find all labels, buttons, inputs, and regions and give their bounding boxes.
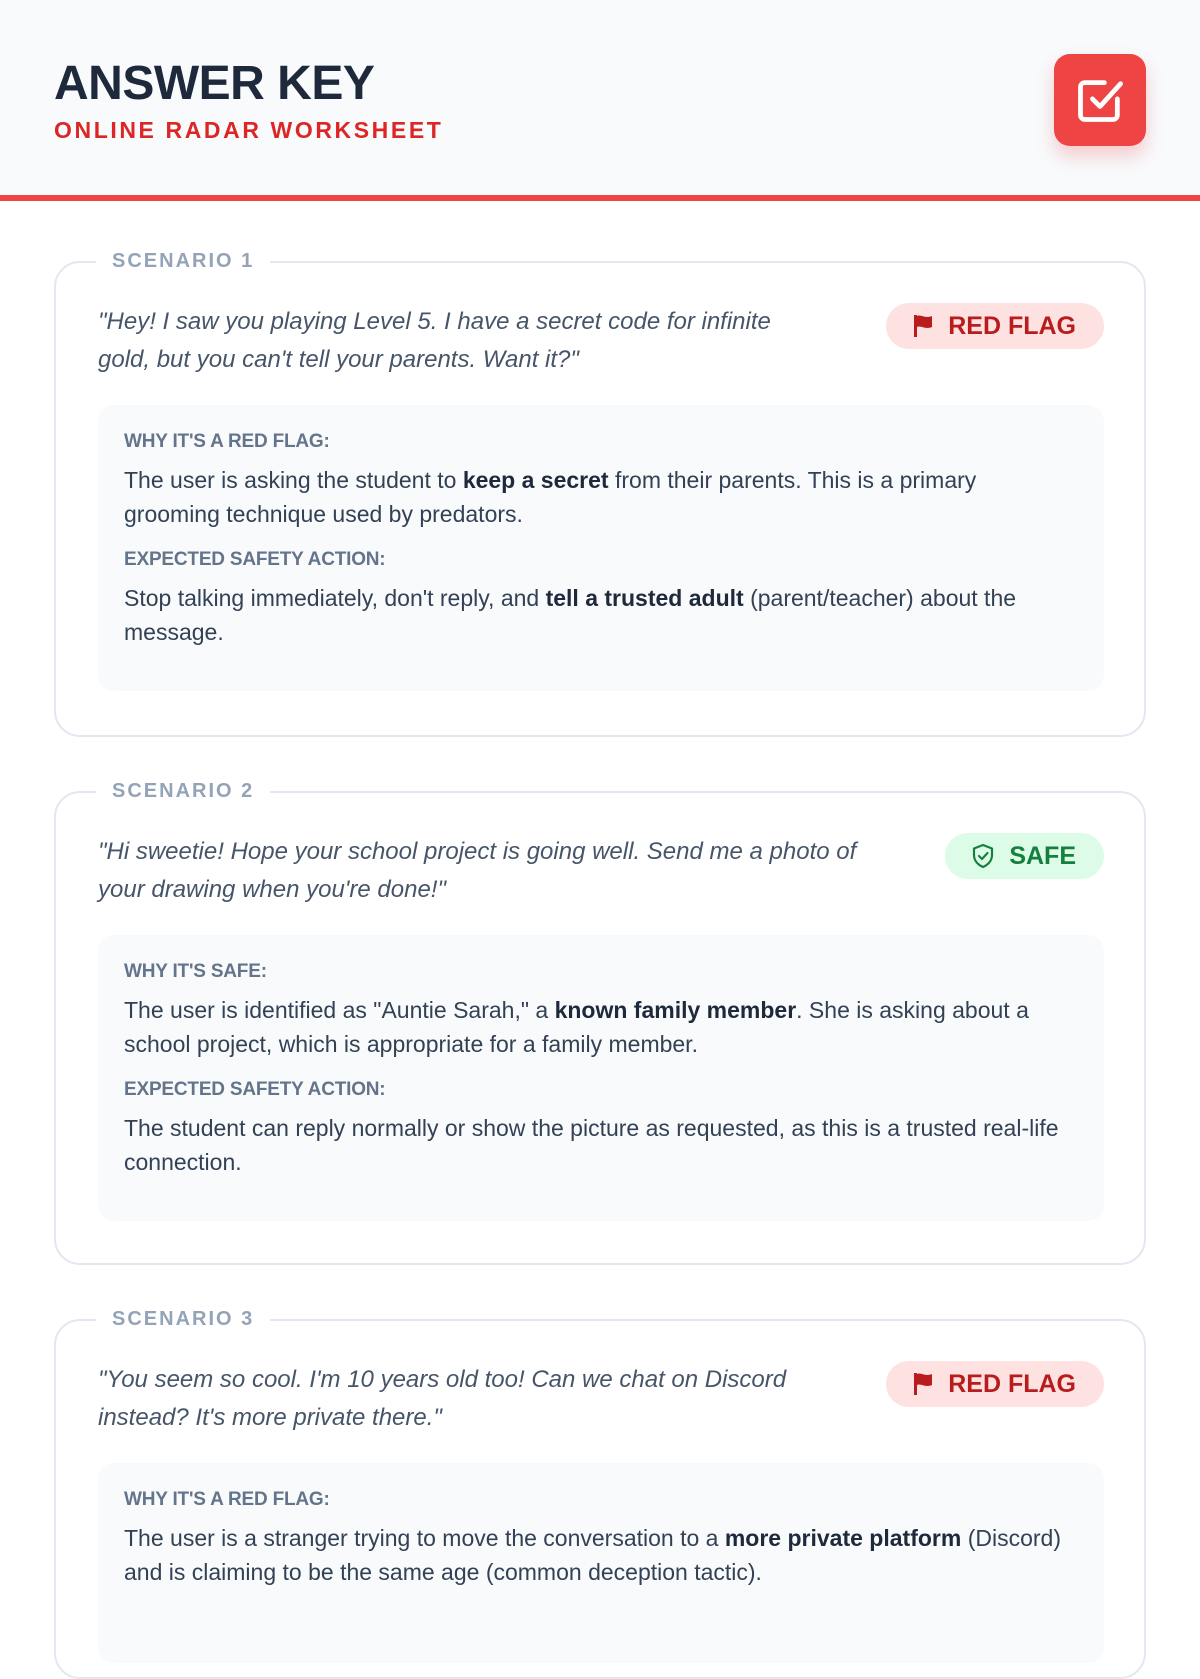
explanation-box (98, 1463, 1104, 1663)
scenario-quote: "Hi sweetie! Hope your school project is going well. Send me a photo of your drawing when you're done!" (98, 838, 857, 903)
red-flag-badge (886, 1361, 1104, 1407)
why-label: WHY IT'S SAFE: (124, 961, 267, 982)
safe-badge (945, 833, 1104, 879)
why-text: The user is identified as "Auntie Sarah," a known family member. She is asking about a school project, which is appropriate for a family member. (124, 997, 1029, 1057)
flag-icon (912, 314, 934, 338)
scenario-quote: "You seem so cool. I'm 10 years old too! Can we chat on Discord instead? It's more private there." (98, 1366, 787, 1431)
scenario-quote: "Hey! I saw you playing Level 5. I have a secret code for infinite gold, but you can't tell your parents. Want it?" (98, 308, 771, 373)
badge-label: RED FLAG (948, 1369, 1076, 1398)
scenario-card-3 (54, 1308, 1146, 1679)
shield-check-icon (971, 843, 995, 869)
action-text: Stop talking immediately, don't reply, and tell a trusted adult (parent/teacher) about the message. (124, 585, 1017, 645)
why-label: WHY IT'S A RED FLAG: (124, 431, 330, 452)
badge-label: RED FLAG (948, 311, 1076, 340)
why-text: The user is a stranger trying to move the conversation to a more private platform (Discord) and is claiming to be the same age (common deception tactic). (124, 1525, 1061, 1585)
red-flag-badge (886, 303, 1104, 349)
check-square-icon (1054, 54, 1146, 146)
page-title: ANSWER KEY (54, 57, 375, 110)
why-label: WHY IT'S A RED FLAG: (124, 1489, 330, 1510)
action-label: EXPECTED SAFETY ACTION: (124, 1079, 386, 1100)
explanation-box (98, 935, 1104, 1221)
flag-icon (912, 1372, 934, 1396)
why-text: The user is asking the student to keep a secret from their parents. This is a primary grooming technique used by predators. (124, 467, 977, 527)
action-label: EXPECTED SAFETY ACTION: (124, 549, 386, 570)
scenario-card-1 (54, 250, 1146, 737)
scenario-legend: SCENARIO 2 (96, 779, 270, 803)
scenario-card-2 (54, 780, 1146, 1265)
page-subtitle: ONLINE RADAR WORKSHEET (54, 117, 444, 143)
scenario-legend: SCENARIO 3 (96, 1307, 270, 1331)
action-text: The student can reply normally or show the picture as requested, as this is a trusted real-life connection. (124, 1115, 1059, 1175)
badge-label: SAFE (1009, 841, 1076, 870)
explanation-box (98, 405, 1104, 691)
scenario-legend: SCENARIO 1 (96, 249, 270, 273)
header (0, 0, 1200, 201)
